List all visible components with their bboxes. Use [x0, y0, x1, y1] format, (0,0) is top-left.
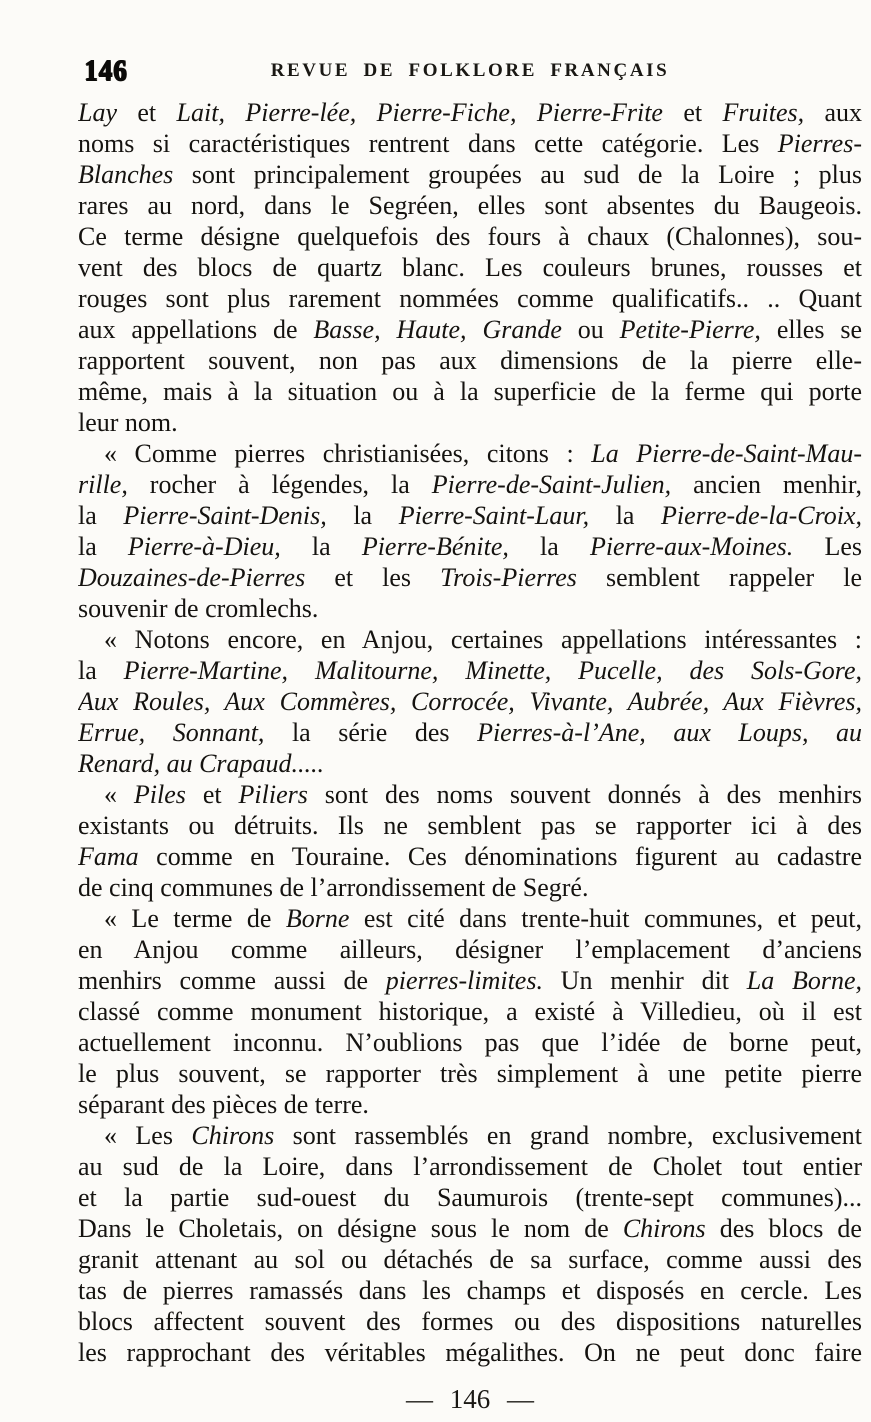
body-text: rouges sont plus rarement nommées comme qualificatifs.. .. Quant	[78, 284, 862, 313]
italic-text: Pierre-de-la-Croix,	[661, 501, 862, 530]
text-line	[78, 655, 862, 686]
body-text: sont rassemblés en grand nombre, exclusivement	[274, 1121, 862, 1150]
text-line	[78, 624, 862, 655]
body-text: et	[117, 98, 177, 127]
body-text	[808, 718, 836, 747]
italic-text: La Pierre-de-Saint-Mau-	[591, 439, 862, 468]
body-text: est cité dans trente-huit communes, et peut,	[349, 904, 862, 933]
text-line	[78, 903, 862, 934]
text-line	[78, 1213, 862, 1244]
text-line	[78, 810, 862, 841]
italic-text: Pierres-à-l’Ane,	[477, 718, 646, 747]
text-line	[78, 841, 862, 872]
text-line	[78, 872, 862, 903]
body-text: le plus souvent, se rapporter très simplement à une petite pierre	[78, 1059, 862, 1088]
italic-text: Aux Roules, Aux Commères, Corrocée, Vivante, Aubrée, Aux Fièvres,	[78, 687, 862, 716]
body-text: semblent rappeler le	[576, 563, 862, 592]
body-text: « Comme pierres christianisées, citons :	[104, 439, 592, 468]
text-line	[78, 686, 862, 717]
body-text: sont principalement groupées au sud de la Loire ; plus	[173, 160, 862, 189]
body-text: « Notons encore, en Anjou, certaines appellations intéressantes :	[104, 625, 862, 654]
italic-text: des Sols-Gore,	[689, 656, 862, 685]
italic-text: Pierre-de-Saint-Julien,	[431, 470, 672, 499]
body-text: la	[326, 501, 399, 530]
body-text: Les	[793, 532, 862, 561]
body-text: menhirs comme aussi de	[78, 966, 386, 995]
body-text: actuellement inconnu. N’oublions pas que l’idée de borne peut,	[78, 1028, 862, 1057]
text-line	[78, 996, 862, 1027]
body-text	[288, 656, 315, 685]
footer-page-number: — 146 —	[406, 1384, 534, 1414]
italic-text: Trois-Pierres	[440, 563, 577, 592]
text-line	[78, 438, 862, 469]
body-text: la	[78, 532, 128, 561]
italic-text: Pierre-aux-Moines.	[589, 532, 794, 561]
body-text: au sud de la Loire, dans l’arrondissement de Cholet tout entier	[78, 1152, 862, 1181]
text-line	[78, 221, 862, 252]
body-text	[663, 656, 690, 685]
body-text: noms si caractéristiques rentrent dans cette catégorie. Les	[78, 129, 778, 158]
italic-text: Minette,	[465, 656, 552, 685]
body-text: en Anjou comme ailleurs, désigner l’emplacement d’anciens	[78, 935, 862, 964]
italic-text: Pierre-Saint-Laur,	[398, 501, 590, 530]
body-text: vent des blocs de quartz blanc. Les couleurs brunes, rousses et	[78, 253, 862, 282]
text-line	[78, 190, 862, 221]
text-line	[78, 469, 862, 500]
body-text	[438, 656, 465, 685]
body-text: même, mais à la situation ou à la superficie de la ferme qui porte	[78, 377, 862, 406]
body-text	[646, 718, 674, 747]
body-text: la	[280, 532, 362, 561]
text-line	[78, 1337, 862, 1368]
text-line	[78, 314, 862, 345]
body-text: ancien menhir,	[671, 470, 862, 499]
text-line	[78, 500, 862, 531]
text-line	[78, 1027, 862, 1058]
body-text	[356, 98, 376, 127]
journal-title: REVUE DE FOLKLORE FRANÇAIS	[270, 60, 670, 81]
body-text: « Les	[104, 1121, 192, 1150]
body-text: Dans le Choletais, on désigne sous le nom de	[78, 1214, 623, 1243]
italic-text: Errue, Sonnant,	[78, 718, 265, 747]
text-line	[78, 1151, 862, 1182]
body-text: elles se	[760, 315, 862, 344]
italic-text: Pierre-Fiche,	[376, 98, 517, 127]
italic-text: Fama	[78, 842, 139, 871]
body-text: la série des	[264, 718, 478, 747]
body-text: tas de pierres ramassés dans les champs et disposés en cercle. Les	[78, 1276, 862, 1305]
text-line	[78, 1182, 862, 1213]
body-text: aux appellations de	[78, 315, 314, 344]
italic-text: Pierre-lée,	[245, 98, 357, 127]
italic-text: Pierre-Martine,	[123, 656, 289, 685]
italic-text: au	[836, 718, 862, 747]
italic-text: Chirons	[622, 1214, 706, 1243]
text-line	[78, 283, 862, 314]
italic-text: aux Loups,	[673, 718, 809, 747]
body-text: Ce terme désigne quelquefois des fours à chaux (Chalonnes), sou-	[78, 222, 862, 251]
body-text: rocher à légendes, la	[127, 470, 432, 499]
italic-text: Malitourne,	[314, 656, 439, 685]
text-line	[78, 531, 862, 562]
text-line	[78, 376, 862, 407]
body-text: classé comme monument historique, a existé à Villedieu, où il est	[78, 997, 862, 1026]
text-line	[78, 128, 862, 159]
body-text: existants ou détruits. Ils ne semblent pas se rapporter ici à des	[78, 811, 862, 840]
italic-text: Fruites,	[722, 98, 805, 127]
text-line	[78, 1120, 862, 1151]
body-text: les rapprochant des véritables mégalithes. On ne peut donc faire	[78, 1338, 862, 1367]
italic-text: Blanches	[78, 160, 174, 189]
text-line	[78, 252, 862, 283]
body-text: ou	[561, 315, 620, 344]
italic-text: Piliers	[238, 780, 308, 809]
text-line	[78, 1275, 862, 1306]
body-text: séparant des pièces de terre.	[78, 1090, 369, 1119]
header-page-number: 146	[84, 53, 128, 87]
body-text	[467, 315, 483, 344]
body-text: et	[185, 780, 239, 809]
italic-text: Pierre-à-Dieu,	[127, 532, 281, 561]
body-text	[551, 656, 578, 685]
body-text: leur nom.	[78, 408, 178, 437]
body-text: la	[508, 532, 590, 561]
text-line	[78, 345, 862, 376]
body-text: blocs affectent souvent des formes ou des dispositions naturelles	[78, 1307, 862, 1336]
body-text: et la partie sud-ouest du Saumurois (trente-sept communes)...	[78, 1183, 862, 1212]
body-text	[225, 98, 245, 127]
italic-text: Pierre-Frite	[536, 98, 663, 127]
italic-text: Pierres-	[777, 129, 862, 158]
text-line	[78, 407, 862, 438]
body-text: « Le terme de	[104, 904, 286, 933]
body-text: rares au nord, dans le Segréen, elles sont absentes du Baugeois.	[78, 191, 862, 220]
text-line	[78, 593, 862, 624]
body-text: de cinq communes de l’arrondissement de Segré.	[78, 873, 589, 902]
italic-text: Pucelle,	[578, 656, 663, 685]
italic-text: Chirons	[191, 1121, 275, 1150]
italic-text: Basse,	[313, 315, 381, 344]
text-line	[78, 562, 862, 593]
italic-text: Pierre-Bénite,	[361, 532, 509, 561]
body-text: Un menhir dit	[542, 966, 747, 995]
text-line	[78, 1058, 862, 1089]
text-line	[78, 934, 862, 965]
body-text: la	[78, 656, 124, 685]
page-body	[78, 97, 862, 1368]
body-text: granit attenant au sol ou détachés de sa surface, comme aussi des	[78, 1245, 862, 1274]
body-text	[381, 315, 397, 344]
text-line	[78, 1244, 862, 1275]
italic-text: Lait,	[176, 98, 225, 127]
body-text: comme en Touraine. Ces dénominations figurent au cadastre	[138, 842, 862, 871]
text-line	[78, 748, 862, 779]
italic-text: Lay	[78, 98, 117, 127]
italic-text: Haute,	[396, 315, 467, 344]
text-line	[78, 1089, 862, 1120]
italic-text: Douzaines-de-Pierres	[78, 563, 306, 592]
italic-text: Piles	[133, 780, 186, 809]
italic-text: Renard, au Crapaud.....	[78, 749, 325, 778]
body-text: sont des noms souvent donnés à des menhirs	[307, 780, 862, 809]
text-line	[78, 779, 862, 810]
body-text: aux	[804, 98, 862, 127]
italic-text: Borne	[285, 904, 350, 933]
body-text	[516, 98, 536, 127]
italic-text: La Borne,	[746, 966, 862, 995]
body-text: rapportent souvent, non pas aux dimensions de la pierre elle-	[78, 346, 862, 375]
body-text: la	[589, 501, 662, 530]
text-line	[78, 159, 862, 190]
body-text: la	[78, 501, 124, 530]
body-text: des blocs de	[705, 1214, 862, 1243]
italic-text: pierres-limites.	[385, 966, 543, 995]
text-line	[78, 97, 862, 128]
italic-text: rille,	[78, 470, 128, 499]
text-line	[78, 1306, 862, 1337]
body-text: et les	[305, 563, 441, 592]
body-text: et	[662, 98, 723, 127]
text-line	[78, 717, 862, 748]
body-text: «	[104, 780, 134, 809]
italic-text: Petite-Pierre,	[619, 315, 761, 344]
text-line	[78, 965, 862, 996]
italic-text: Pierre-Saint-Denis,	[123, 501, 327, 530]
italic-text: Grande	[482, 315, 562, 344]
body-text: souvenir de cromlechs.	[78, 594, 319, 623]
